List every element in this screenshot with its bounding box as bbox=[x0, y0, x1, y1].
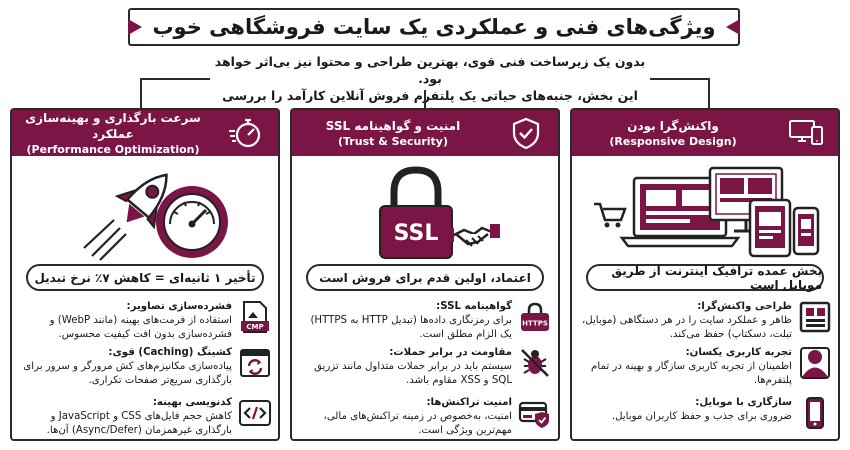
feature-item bbox=[300, 396, 552, 438]
feature-title: تجربه کاربری یکسان: bbox=[685, 347, 792, 358]
connector-right bbox=[650, 78, 710, 108]
ssl-label: SSL bbox=[393, 221, 439, 246]
cache-refresh-icon bbox=[238, 346, 272, 380]
feature-description: اطمینان از تجربه کاربری سازگار و بهینه در تمام پلتفرم‌ها. bbox=[591, 361, 792, 386]
feature-text bbox=[20, 346, 232, 388]
feature-description: کاهش حجم فایل‌های CSS و JavaScript و بارگذاری غیرهمزمان (Async/Defer) آن‌ها. bbox=[46, 411, 232, 436]
feature-description: امنیت، به‌خصوص در زمینه تراکنش‌های مالی، مهم‌ترین ویژگی است. bbox=[323, 411, 512, 436]
column-subtitle: (Responsive Design) bbox=[609, 134, 737, 148]
feature-title: طراحی واکنش‌گرا: bbox=[697, 301, 792, 312]
feature-text bbox=[580, 300, 792, 342]
feature-text bbox=[300, 396, 512, 438]
image-compress-icon bbox=[238, 300, 272, 334]
feature-item bbox=[20, 346, 272, 388]
column-subtitle: (Performance Optimization) bbox=[26, 142, 200, 156]
feature-item bbox=[20, 300, 272, 342]
stopwatch-icon bbox=[228, 116, 264, 150]
title-decoration-right bbox=[726, 19, 740, 35]
column-performance bbox=[10, 108, 280, 441]
page-title: ویژگی‌های فنی و عملکردی یک سایت فروشگاهی خوب bbox=[152, 15, 716, 39]
feature-title: فشرده‌سازی تصاویر: bbox=[126, 301, 232, 312]
feature-title: گواهینامه SSL: bbox=[436, 301, 512, 312]
feature-item bbox=[20, 396, 272, 438]
column-title: واکنش‌گرا بودن bbox=[627, 118, 719, 133]
feature-text bbox=[580, 396, 792, 424]
feature-description: ضروری برای جذب و حفظ کاربران موبایل. bbox=[611, 411, 792, 422]
intro-line-1: بدون یک زیرساخت فنی قوی، بهترین طراحی و محتوا نیز بی‌اثر خواهد بود. bbox=[214, 54, 646, 86]
code-icon bbox=[238, 396, 272, 430]
feature-description: استفاده از فرمت‌های بهینه (مانند WebP) و فشرده‌سازی بدون افت کیفیت محسوس. bbox=[49, 315, 232, 340]
https-label: HTTPS bbox=[522, 319, 548, 328]
https-lock-icon bbox=[518, 300, 552, 334]
tagline-performance: تأخیر ۱ ثانیه‌ای = کاهش ۷٪ نرخ تبدیل bbox=[26, 264, 264, 291]
column-header-performance bbox=[12, 110, 278, 156]
feature-item bbox=[580, 300, 832, 342]
connector-left bbox=[140, 78, 210, 108]
monitor-phone-icon bbox=[788, 116, 824, 150]
multi-device-illustration bbox=[582, 164, 828, 264]
tagline-security: اعتماد، اولین قدم برای فروش است bbox=[306, 264, 544, 291]
connector-center bbox=[424, 90, 426, 108]
feature-item bbox=[580, 346, 832, 388]
layout-grid-icon bbox=[798, 300, 832, 334]
feature-text bbox=[580, 346, 792, 388]
column-header-responsive bbox=[572, 110, 838, 156]
ssl-padlock-handshake-illustration bbox=[302, 164, 548, 264]
bug-shield-icon bbox=[518, 346, 552, 380]
feature-title: مقاومت در برابر حملات: bbox=[389, 347, 512, 358]
feature-title: کشینگ (Caching) قوی: bbox=[108, 347, 232, 358]
feature-description: سیستم باید در برابر حملات متداول مانند تزریق SQL و XSS مقاوم باشد. bbox=[314, 361, 512, 386]
rocket-speedometer-illustration bbox=[22, 164, 268, 264]
feature-text bbox=[20, 300, 232, 342]
column-title: سرعت بارگذاری و بهینه‌سازی عملکرد bbox=[25, 110, 201, 141]
tagline-responsive: بخش عمده ترافیک اینترنت از طریق موبایل است bbox=[586, 264, 824, 291]
title-banner bbox=[128, 8, 740, 46]
feature-item bbox=[580, 396, 832, 430]
feature-description: ظاهر و عملکرد سایت را در هر دستگاهی (موبایل، تبلت، دسکتاپ) حفظ می‌کند. bbox=[581, 315, 792, 340]
feature-description: پیاده‌سازی مکانیزم‌های کش مرورگر و سرور برای بارگذاری سریع‌تر صفحات تکراری. bbox=[23, 361, 232, 386]
column-responsive bbox=[570, 108, 840, 441]
feature-title: کدنویسی بهینه: bbox=[152, 397, 232, 408]
column-header-security bbox=[292, 110, 558, 156]
intro-line-2: این بخش، جنبه‌های حیاتی یک پلتفرم فروش آنلاین کارآمد را بررسی bbox=[222, 88, 638, 103]
user-icon bbox=[798, 346, 832, 380]
feature-description: برای رمزنگاری داده‌ها (تبدیل HTTP به HTTPS) یک الزام مطلق است. bbox=[310, 315, 512, 340]
feature-title: امنیت تراکنش‌ها: bbox=[426, 397, 512, 408]
column-title: امنیت و گواهینامه SSL bbox=[325, 118, 461, 133]
mobile-icon bbox=[798, 396, 832, 430]
feature-item bbox=[300, 300, 552, 342]
column-subtitle: (Trust & Security) bbox=[337, 134, 449, 148]
feature-item bbox=[300, 346, 552, 388]
column-security bbox=[290, 108, 560, 441]
feature-text bbox=[300, 346, 512, 388]
feature-text bbox=[20, 396, 232, 438]
title-decoration-left bbox=[128, 19, 142, 35]
credit-card-icon bbox=[518, 396, 552, 430]
shield-check-icon bbox=[508, 116, 544, 150]
feature-text bbox=[300, 300, 512, 342]
feature-title: سازگاری با موبایل: bbox=[695, 397, 792, 408]
cmp-label: CMP bbox=[246, 323, 264, 331]
